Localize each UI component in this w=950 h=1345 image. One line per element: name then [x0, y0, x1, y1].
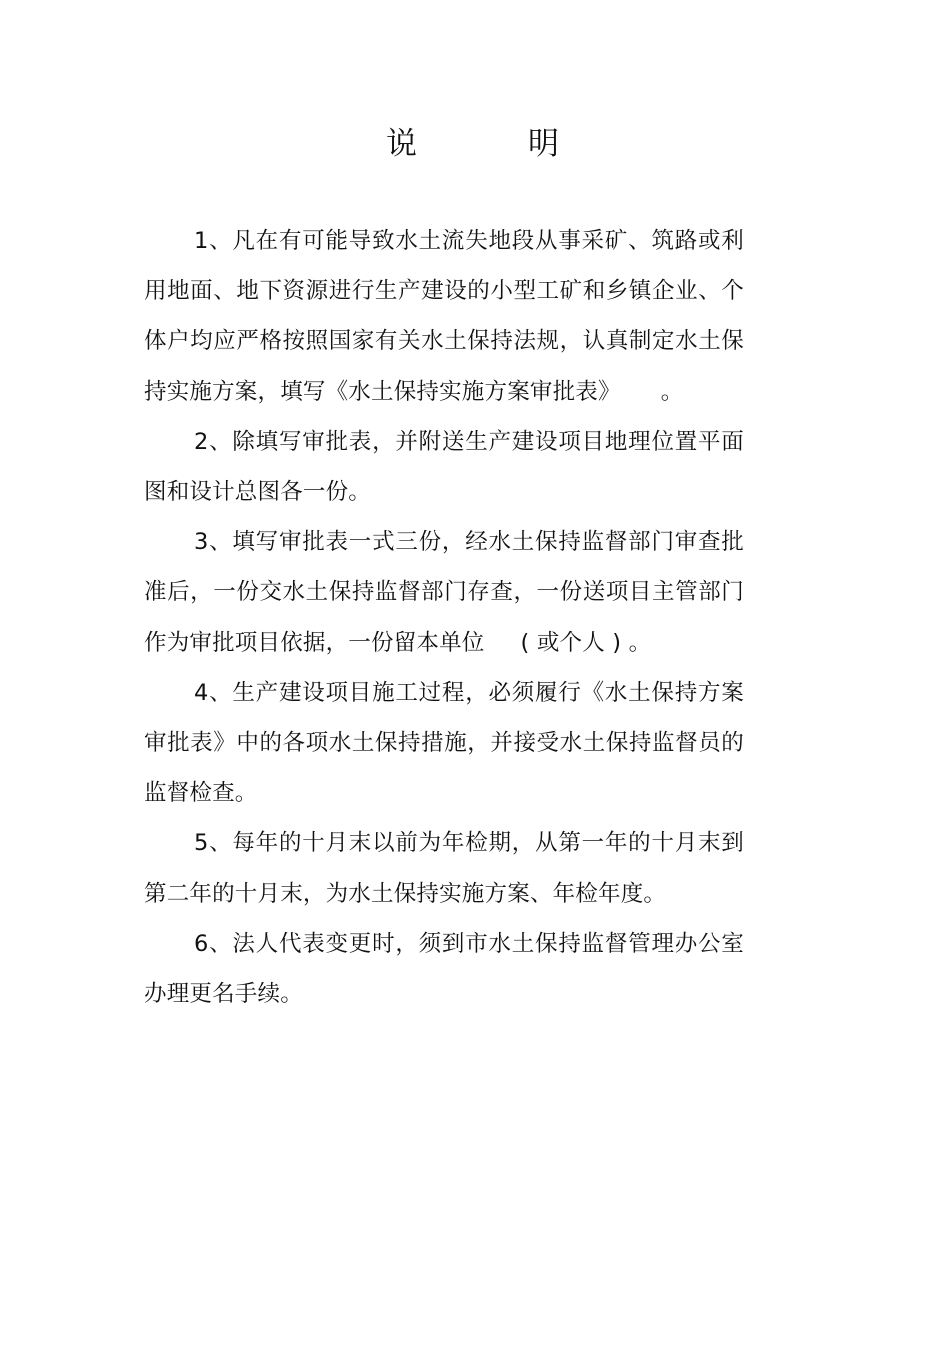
- instruction-paragraph-2: [144, 417, 744, 517]
- paragraph-text: 3、填写审批表一式三份，经水土保持监督部门审查批准后，一份交水土保持监督部门存查，一份送项目主管部门作为审批项目依据，一份留本单位: [144, 529, 744, 656]
- paragraph-text: 4、生产建设项目施工过程，必须履行《水土保持方案审批表》中的各项水土保持措施，并接受水土保持监督员的监督检查。: [144, 679, 744, 807]
- instruction-paragraph-5: [144, 818, 744, 918]
- paragraph-text: 6、法人代表变更时，须到市水土保持监督管理办公室办理更名手续。: [144, 930, 744, 1008]
- paragraph-end: 。: [660, 378, 684, 405]
- instruction-paragraph-6: [144, 919, 744, 1019]
- paragraph-end: ( 或个人 ) 。: [520, 629, 652, 656]
- paragraph-text: 2、除填写审批表，并附送生产建设项目地理位置平面图和设计总图各一份。: [144, 428, 744, 506]
- title-char-2: 明: [528, 126, 559, 162]
- instruction-paragraph-1: [144, 216, 744, 417]
- page-title: [0, 120, 950, 168]
- instruction-paragraph-4: [144, 668, 744, 819]
- paragraph-text: 1、凡在有可能导致水土流失地段从事采矿、筑路或利用地面、地下资源进行生产建设的小型工矿和乡镇企业、个体户均应严格按照国家有关水土保持法规，认真制定水土保持实施方案，填写《水土保持实施方案审批表》: [144, 228, 744, 405]
- instructions-body: [144, 216, 744, 1019]
- title-char-1: 说: [386, 126, 417, 162]
- instruction-paragraph-3: [144, 517, 744, 668]
- paragraph-text: 5、每年的十月末以前为年检期，从第一年的十月末到第二年的十月末，为水土保持实施方案、年检年度。: [144, 830, 744, 907]
